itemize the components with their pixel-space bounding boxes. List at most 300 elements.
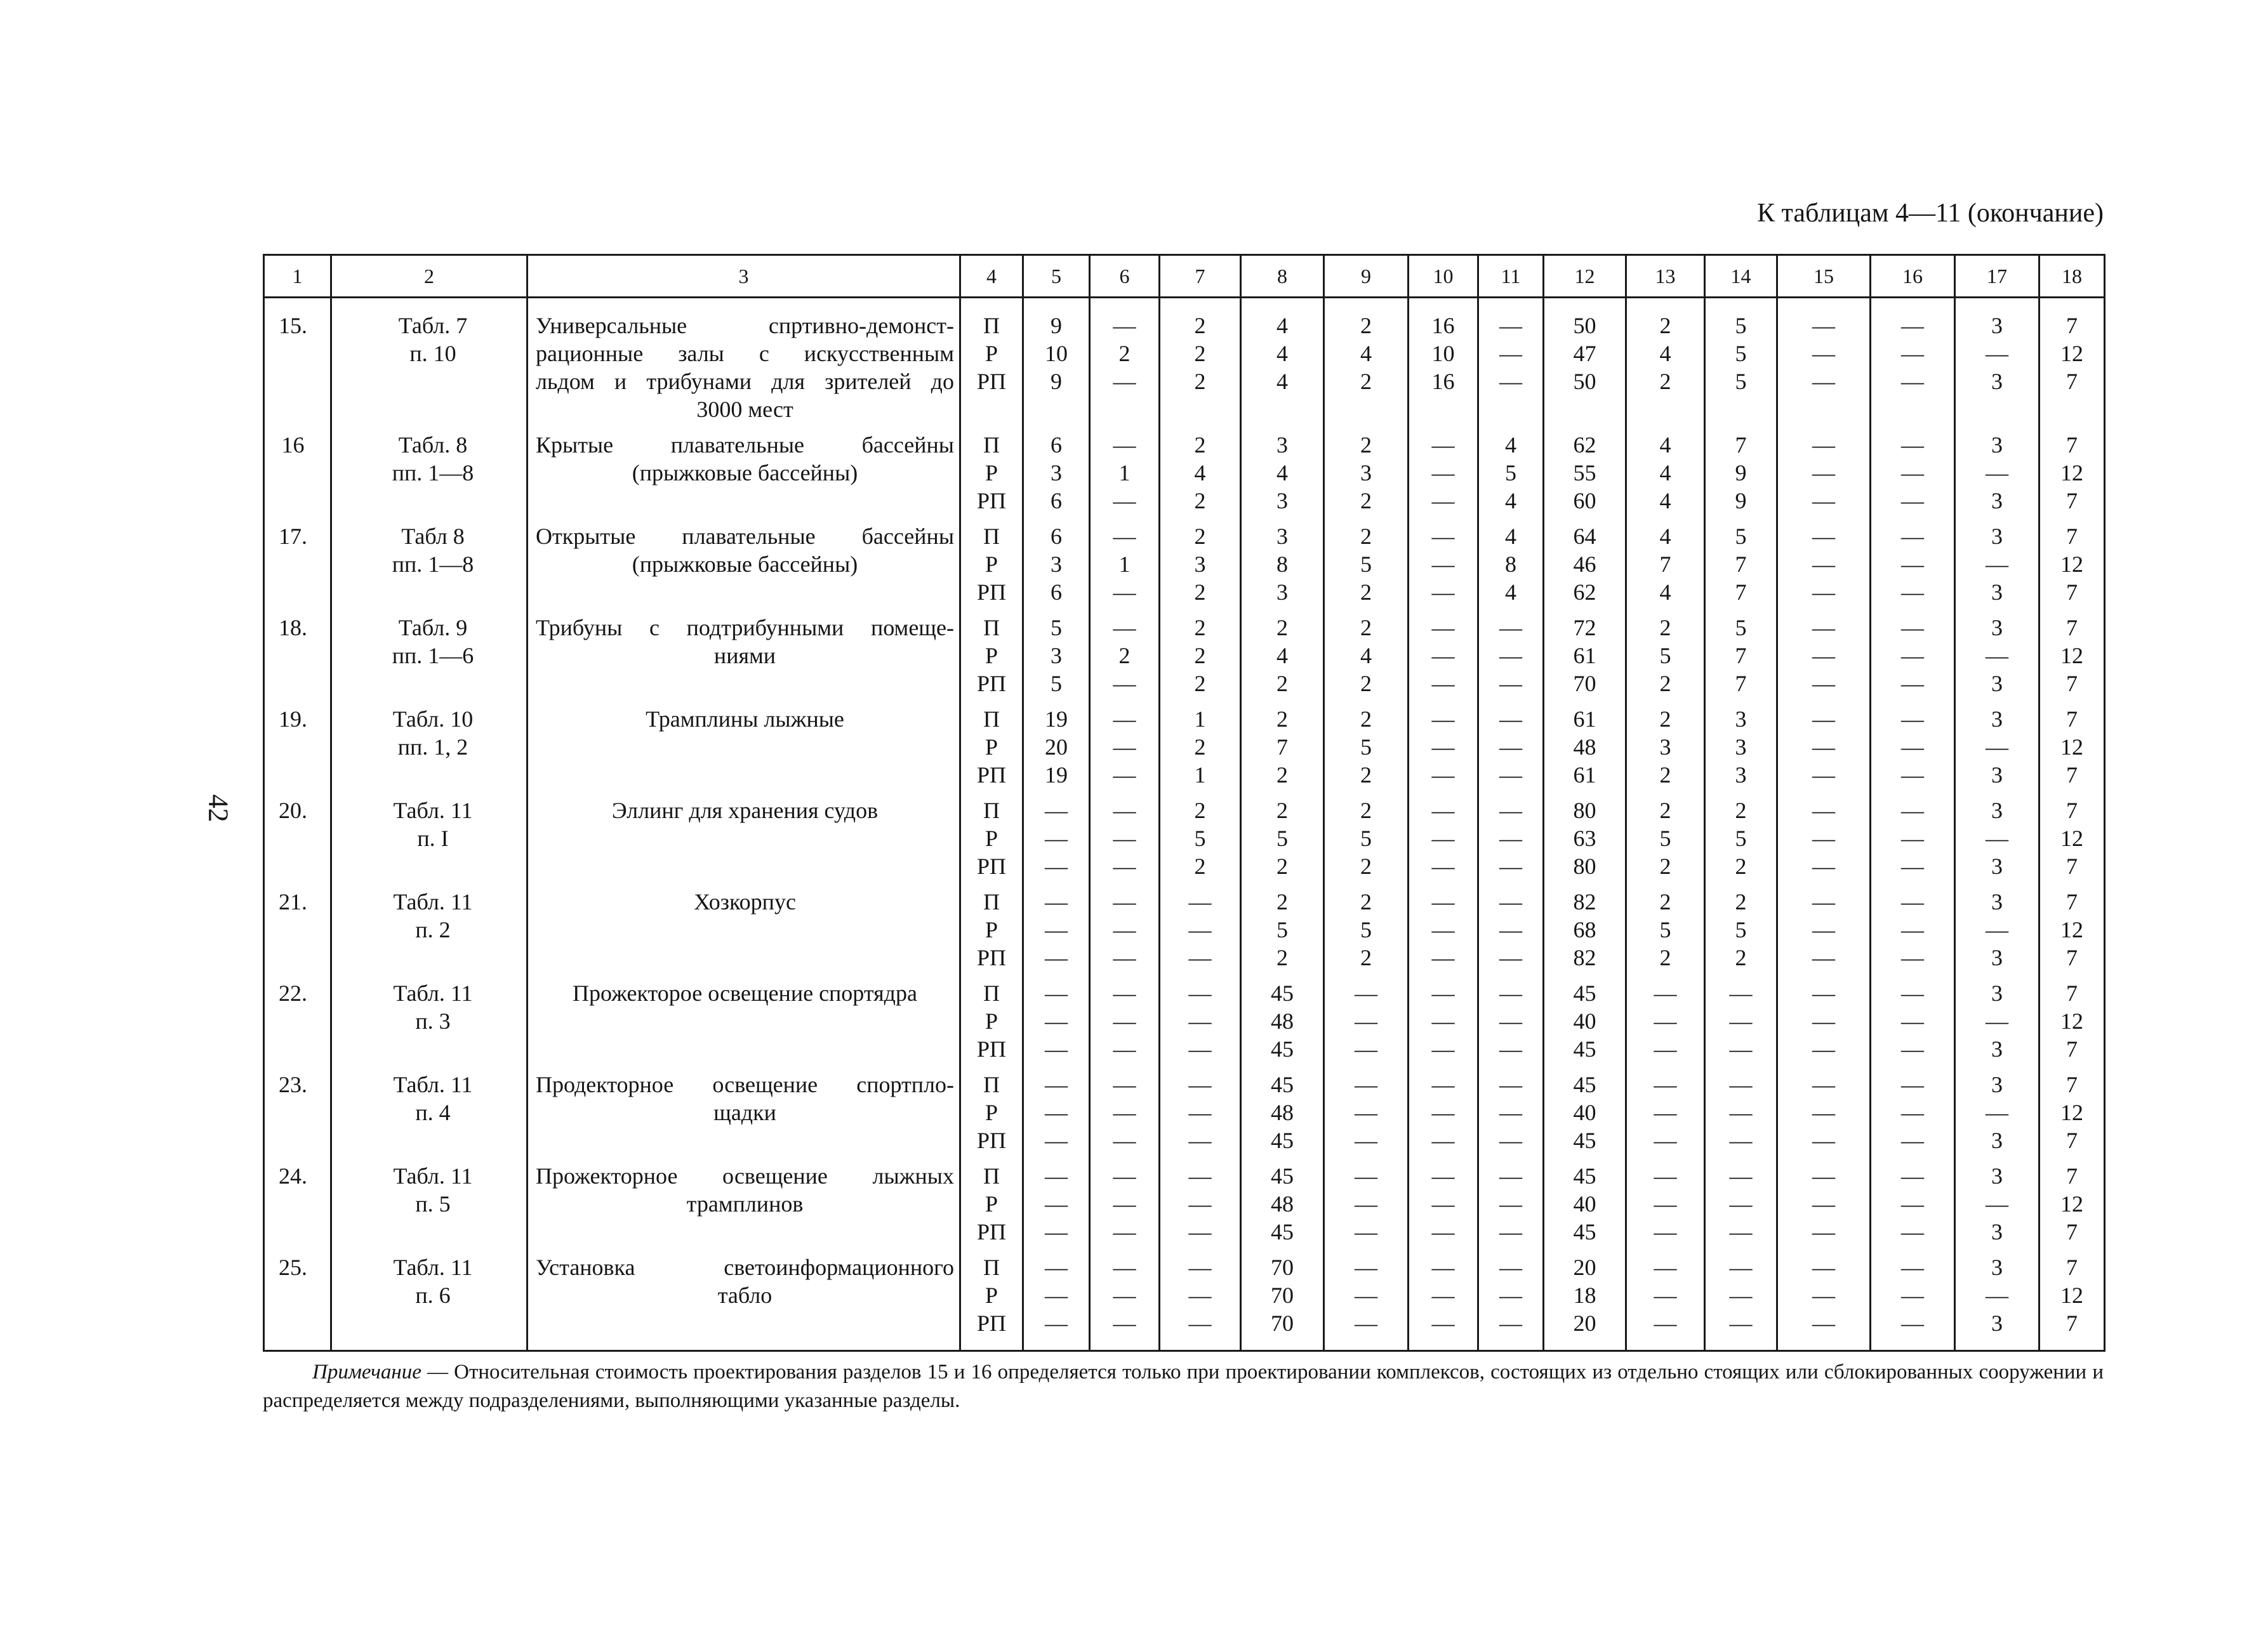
cell-line: — xyxy=(1188,1036,1212,1062)
cell-line: 16 xyxy=(281,432,305,458)
cell-line: 80 xyxy=(1573,798,1596,823)
cell-line: п. 5 xyxy=(415,1191,451,1217)
cell-line: — xyxy=(1113,981,1136,1006)
cell-line: — xyxy=(1812,488,1835,513)
cell-line: 3 xyxy=(1277,524,1288,549)
value-cell xyxy=(1324,1063,1409,1154)
cell-line: 2 xyxy=(1118,341,1131,366)
cell-line: П xyxy=(983,981,1000,1006)
cell-line: — xyxy=(1986,1008,2008,1034)
cell-line: п. 3 xyxy=(415,1008,451,1034)
cell-line: Хозкорпус xyxy=(694,889,796,915)
cell-line: — xyxy=(1188,889,1212,915)
table-row xyxy=(264,697,2105,789)
stage-code xyxy=(960,298,1023,424)
value-cell xyxy=(1544,880,1626,972)
value-cell xyxy=(1478,606,1544,697)
cell-line: 10 xyxy=(1045,341,1068,366)
cell-line: — xyxy=(1901,1255,1924,1280)
value-cell xyxy=(1090,1154,1160,1246)
cell-line: 50 xyxy=(1573,369,1596,394)
cell-line: 2 xyxy=(1659,854,1671,879)
cell-line: 3000 мест xyxy=(696,397,793,422)
cell-line: 7 xyxy=(2066,432,2078,458)
value-cell xyxy=(1409,423,1478,515)
value-cell xyxy=(1409,1154,1478,1246)
cell-line: — xyxy=(1499,1100,1522,1125)
value-cell xyxy=(1324,880,1409,972)
cell-line: 4 xyxy=(1505,488,1516,513)
cell-line: 2 xyxy=(1735,945,1747,970)
cell-line: 45 xyxy=(1573,1036,1596,1062)
cell-line: льдом и трибунами для зрителей до xyxy=(536,369,954,394)
cell-line: — xyxy=(1986,341,2008,366)
cell-line: 5 xyxy=(1360,826,1372,851)
cell-line: — xyxy=(1431,1072,1455,1097)
cell-line: — xyxy=(1901,798,1924,823)
cell-line: — xyxy=(1188,1128,1212,1153)
cell-line: 3 xyxy=(1051,551,1062,577)
cell-line: 2 xyxy=(1194,579,1206,605)
stage-code xyxy=(960,789,1023,880)
cell-line: П xyxy=(983,1255,1000,1280)
cell-line: 2 xyxy=(1360,889,1372,915)
cell-line: 45 xyxy=(1271,1163,1294,1189)
value-cell xyxy=(1955,298,2039,424)
value-cell xyxy=(1090,697,1160,789)
cell-line: 61 xyxy=(1573,706,1596,732)
cell-line: — xyxy=(1901,1100,1924,1125)
cell-line: — xyxy=(1113,615,1136,640)
cell-line: 3 xyxy=(1991,854,2003,879)
cell-line: — xyxy=(1188,917,1212,942)
cell-line: — xyxy=(1499,889,1522,915)
cell-line: — xyxy=(1812,1072,1835,1097)
cell-line: — xyxy=(1355,1128,1377,1153)
cell-line: Р xyxy=(985,1283,998,1308)
cell-line: — xyxy=(1499,981,1522,1006)
cell-line: 5 xyxy=(1360,734,1372,760)
cell-line: 45 xyxy=(1573,1072,1596,1097)
cell-line: — xyxy=(1729,1283,1753,1308)
table-reference xyxy=(331,1246,527,1351)
cell-line: — xyxy=(1812,313,1835,338)
value-cell xyxy=(1160,1154,1241,1246)
cell-line: п. 4 xyxy=(415,1100,451,1125)
cell-line: — xyxy=(1499,671,1522,696)
cell-line: 7 xyxy=(1735,579,1747,605)
row-number xyxy=(264,423,331,515)
cell-line: 7 xyxy=(2066,524,2078,549)
value-cell xyxy=(1705,1063,1777,1154)
cell-line: — xyxy=(1812,945,1835,970)
value-cell xyxy=(1705,606,1777,697)
value-cell xyxy=(1626,880,1705,972)
header-cell: 8 xyxy=(1241,255,1324,298)
value-cell xyxy=(1409,789,1478,880)
cell-line: — xyxy=(1812,1255,1835,1280)
row-number xyxy=(264,789,331,880)
cell-line: 4 xyxy=(1505,432,1516,458)
cell-line: 82 xyxy=(1573,945,1596,970)
table-row xyxy=(264,880,2105,972)
cell-line: 5 xyxy=(1735,369,1747,394)
value-cell xyxy=(2039,423,2105,515)
cell-line: 2 xyxy=(1194,615,1206,640)
cell-line: — xyxy=(1901,889,1924,915)
cell-line: 48 xyxy=(1271,1100,1294,1125)
value-cell xyxy=(1777,515,1871,606)
cell-line: 3 xyxy=(1735,734,1747,760)
value-cell xyxy=(1090,298,1160,424)
cell-line: — xyxy=(1654,1311,1677,1336)
cell-line: 2 xyxy=(1194,671,1206,696)
object-description xyxy=(527,606,960,697)
value-cell xyxy=(1160,880,1241,972)
cell-line: — xyxy=(1499,1163,1522,1189)
cell-line: — xyxy=(1499,734,1522,760)
cell-line: 7 xyxy=(2066,671,2078,696)
cell-line: 7 xyxy=(2066,369,2078,394)
cell-line: 3 xyxy=(1991,981,2003,1006)
table-reference xyxy=(331,697,527,789)
cell-line: 2 xyxy=(1360,615,1372,640)
cell-line: 2 xyxy=(1659,889,1671,915)
cell-line: 16 xyxy=(1431,369,1455,394)
table-body xyxy=(264,298,2105,1351)
cell-line: РП xyxy=(976,579,1007,605)
cell-line: Р xyxy=(985,643,998,668)
value-cell xyxy=(1871,423,1955,515)
cell-line: — xyxy=(1113,889,1136,915)
cell-line: 5 xyxy=(1051,671,1062,696)
cell-line: пп. 1, 2 xyxy=(397,734,468,760)
cell-line: — xyxy=(1729,1311,1753,1336)
cell-line: п. 2 xyxy=(415,917,451,942)
cell-line: Табл. 9 xyxy=(398,615,468,640)
cell-line: (прыжковые бассейны) xyxy=(632,460,858,485)
cell-line: 2 xyxy=(1659,762,1671,788)
value-cell xyxy=(1160,423,1241,515)
cell-line: 4 xyxy=(1360,341,1372,366)
cell-line: — xyxy=(1431,460,1455,485)
header-cell: 1 xyxy=(264,255,331,298)
value-cell xyxy=(1705,423,1777,515)
cell-line: — xyxy=(1431,798,1455,823)
cell-line: — xyxy=(1812,917,1835,942)
cell-line: 1 xyxy=(1118,551,1131,577)
row-number xyxy=(264,515,331,606)
cell-line: 7 xyxy=(2066,945,2078,970)
cell-line: 7 xyxy=(1735,551,1747,577)
cell-line: П xyxy=(983,798,1000,823)
cell-line: Прожекторное освещение лыжных xyxy=(536,1163,954,1189)
cell-line: — xyxy=(1113,1163,1136,1189)
cell-line: пп. 1—8 xyxy=(392,551,474,577)
value-cell xyxy=(2039,789,2105,880)
cell-line: — xyxy=(1355,1255,1377,1280)
cost-table xyxy=(263,254,2106,1352)
cell-line: Крытые плавательные бассейны xyxy=(536,432,954,458)
header-cell: 4 xyxy=(960,255,1023,298)
cell-line: п. 10 xyxy=(409,341,456,366)
cell-line: 45 xyxy=(1271,1219,1294,1245)
cell-line: 3 xyxy=(1991,1219,2003,1245)
cell-line: — xyxy=(1045,945,1068,970)
value-cell xyxy=(1241,1063,1324,1154)
value-cell xyxy=(1160,1246,1241,1351)
value-cell xyxy=(1871,606,1955,697)
cell-line: — xyxy=(1499,1008,1522,1034)
value-cell xyxy=(1478,880,1544,972)
value-cell xyxy=(1871,1063,1955,1154)
cell-line: — xyxy=(1113,1219,1136,1245)
cell-line: — xyxy=(1188,1163,1212,1189)
cell-line: — xyxy=(1901,460,1924,485)
cell-line: — xyxy=(1355,1311,1377,1336)
cell-line: — xyxy=(1901,1219,1924,1245)
cell-line: РП xyxy=(976,369,1007,394)
cell-line: — xyxy=(1045,1191,1068,1217)
cell-line: — xyxy=(1431,734,1455,760)
value-cell xyxy=(1090,880,1160,972)
cell-line: — xyxy=(1901,615,1924,640)
cell-line: П xyxy=(983,1163,1000,1189)
cell-line: 5 xyxy=(1194,826,1206,851)
value-cell xyxy=(1955,1063,2039,1154)
value-cell xyxy=(1160,1063,1241,1154)
cell-line: — xyxy=(1045,854,1068,879)
value-cell xyxy=(1871,697,1955,789)
cell-line: — xyxy=(1729,1219,1753,1245)
cell-line: — xyxy=(1654,1191,1677,1217)
cell-line: — xyxy=(1901,854,1924,879)
cell-line: 3 xyxy=(1991,524,2003,549)
cell-line: Табл. 11 xyxy=(393,798,473,823)
cell-line: 7 xyxy=(2066,1036,2078,1062)
cell-line: 20 xyxy=(1045,734,1068,760)
cell-line: — xyxy=(1986,734,2008,760)
cell-line: — xyxy=(1113,1036,1136,1062)
value-cell xyxy=(1777,1154,1871,1246)
cell-line: 2 xyxy=(1735,854,1747,879)
cell-line: 45 xyxy=(1271,981,1294,1006)
value-cell xyxy=(1626,697,1705,789)
cell-line: — xyxy=(1812,615,1835,640)
cell-line: 2 xyxy=(1277,889,1288,915)
cell-line: — xyxy=(1729,1163,1753,1189)
cell-line: 3 xyxy=(1991,762,2003,788)
cell-line: 18. xyxy=(279,615,307,640)
cell-line: 3 xyxy=(1991,1072,2003,1097)
header-cell: 12 xyxy=(1544,255,1626,298)
value-cell xyxy=(1955,606,2039,697)
cell-line: 70 xyxy=(1271,1283,1294,1308)
cell-line: 7 xyxy=(2066,706,2078,732)
cell-line: Табл 8 xyxy=(401,524,465,549)
cell-line: — xyxy=(1045,1100,1068,1125)
cell-line: — xyxy=(1499,945,1522,970)
cell-line: 7 xyxy=(1735,671,1747,696)
cell-line: — xyxy=(1045,1163,1068,1189)
cell-line: 2 xyxy=(1659,313,1671,338)
cell-line: — xyxy=(1045,1219,1068,1245)
cell-line: 62 xyxy=(1573,432,1596,458)
cell-line: 2 xyxy=(1194,798,1206,823)
cell-line: — xyxy=(1113,369,1136,394)
cell-line: РП xyxy=(976,945,1007,970)
cell-line: — xyxy=(1113,1311,1136,1336)
cell-line: 2 xyxy=(1194,488,1206,513)
cell-line: — xyxy=(1986,1100,2008,1125)
cell-line: 3 xyxy=(1991,432,2003,458)
cell-line: — xyxy=(1812,1219,1835,1245)
cell-line: — xyxy=(1729,1255,1753,1280)
cell-line: 12 xyxy=(2060,826,2083,851)
cell-line: — xyxy=(1986,643,2008,668)
cell-line: — xyxy=(1113,1072,1136,1097)
cell-line: 82 xyxy=(1573,889,1596,915)
cell-line: 7 xyxy=(2066,889,2078,915)
cell-line: — xyxy=(1431,671,1455,696)
cell-line: 21. xyxy=(279,889,307,915)
cell-line: — xyxy=(1355,1072,1377,1097)
object-description xyxy=(527,972,960,1063)
cell-line: — xyxy=(1188,981,1212,1006)
cell-line: 46 xyxy=(1573,551,1596,577)
cell-line: 12 xyxy=(2060,734,2083,760)
cell-line: 5 xyxy=(1360,917,1372,942)
value-cell xyxy=(1871,1246,1955,1351)
value-cell xyxy=(2039,1246,2105,1351)
cell-line: 5 xyxy=(1735,524,1747,549)
cell-line: 9 xyxy=(1735,460,1747,485)
cell-line: Табл. 10 xyxy=(392,706,474,732)
cell-line: — xyxy=(1812,551,1835,577)
cell-line: — xyxy=(1812,524,1835,549)
cell-line: 2 xyxy=(1659,945,1671,970)
cell-line: — xyxy=(1901,671,1924,696)
cell-line: — xyxy=(1812,1036,1835,1062)
cell-line: — xyxy=(1729,981,1753,1006)
value-cell xyxy=(1777,298,1871,424)
note-text: — Относительная стоимость проектирования разделов 15 и 16 определяется только при проектировании комплексов, состоящих из отдельно стоящих или сблокированных сооружении и распределяется между подразделениями, выполняющими указанные разделы. xyxy=(263,1361,2104,1412)
value-cell xyxy=(1626,1154,1705,1246)
value-cell xyxy=(1478,972,1544,1063)
cell-line: — xyxy=(1812,671,1835,696)
cell-line: 4 xyxy=(1360,643,1372,668)
object-description xyxy=(527,298,960,424)
cell-line: — xyxy=(1355,1191,1377,1217)
cell-line: 12 xyxy=(2060,1191,2083,1217)
cell-line: — xyxy=(1431,1100,1455,1125)
cell-line: — xyxy=(1901,1008,1924,1034)
cell-line: — xyxy=(1431,889,1455,915)
cell-line: 4 xyxy=(1659,432,1671,458)
cell-line: 3 xyxy=(1659,734,1671,760)
cell-line: — xyxy=(1355,1283,1377,1308)
cell-line: 12 xyxy=(2060,341,2083,366)
cell-line: 48 xyxy=(1271,1191,1294,1217)
cell-line: — xyxy=(1499,1311,1522,1336)
value-cell xyxy=(1023,789,1090,880)
cell-line: 61 xyxy=(1573,643,1596,668)
cell-line: — xyxy=(1045,826,1068,851)
cell-line: 6 xyxy=(1051,524,1062,549)
cell-line: 7 xyxy=(2066,981,2078,1006)
cell-line: — xyxy=(1901,762,1924,788)
header-cell: 11 xyxy=(1478,255,1544,298)
cell-line: 23. xyxy=(279,1072,307,1097)
cell-line: — xyxy=(1499,643,1522,668)
cell-line: — xyxy=(1431,706,1455,732)
stage-code xyxy=(960,972,1023,1063)
cell-line: П xyxy=(983,615,1000,640)
cell-line: 7 xyxy=(1659,551,1671,577)
value-cell xyxy=(1871,789,1955,880)
cell-line: П xyxy=(983,706,1000,732)
cell-line: 12 xyxy=(2060,1008,2083,1034)
cell-line: П xyxy=(983,1072,1000,1097)
cell-line: 48 xyxy=(1271,1008,1294,1034)
cell-line: 5 xyxy=(1735,313,1747,338)
value-cell xyxy=(1160,298,1241,424)
cell-line: 7 xyxy=(2066,1072,2078,1097)
cell-line: — xyxy=(1045,1072,1068,1097)
cell-line: — xyxy=(1499,1255,1522,1280)
cell-line: 7 xyxy=(1735,643,1747,668)
cell-line: 5 xyxy=(1735,917,1747,942)
cell-line: 2 xyxy=(1118,643,1131,668)
cell-line: 2 xyxy=(1194,313,1206,338)
cell-line: — xyxy=(1654,981,1677,1006)
cell-line: — xyxy=(1188,1072,1212,1097)
table-row xyxy=(264,606,2105,697)
cell-line: — xyxy=(1431,551,1455,577)
value-cell xyxy=(1324,1246,1409,1351)
row-number xyxy=(264,972,331,1063)
cell-line: Р xyxy=(985,1008,998,1034)
cell-line: 12 xyxy=(2060,551,2083,577)
cell-line: 2 xyxy=(1277,706,1288,732)
cell-line: 1 xyxy=(1194,706,1206,732)
cell-line: — xyxy=(1113,706,1136,732)
cell-line: 5 xyxy=(1277,917,1288,942)
cell-line: 19 xyxy=(1045,762,1068,788)
cell-line: 19 xyxy=(1045,706,1068,732)
value-cell xyxy=(1544,515,1626,606)
cell-line: 2 xyxy=(1360,854,1372,879)
cell-line: 2 xyxy=(1360,671,1372,696)
cell-line: РП xyxy=(976,1219,1007,1245)
cell-line: 22. xyxy=(279,981,307,1006)
value-cell xyxy=(1324,972,1409,1063)
value-cell xyxy=(1241,298,1324,424)
cell-line: 2 xyxy=(1735,798,1747,823)
cell-line: 80 xyxy=(1573,854,1596,879)
cell-line: 9 xyxy=(1051,313,1062,338)
cell-line: 7 xyxy=(2066,762,2078,788)
cell-line: 2 xyxy=(1360,313,1372,338)
cell-line: 2 xyxy=(1277,762,1288,788)
cell-line: 6 xyxy=(1051,432,1062,458)
cell-line: — xyxy=(1431,826,1455,851)
cell-line: Р xyxy=(985,826,998,851)
cell-line: 3 xyxy=(1991,1163,2003,1189)
cell-line: — xyxy=(1654,1008,1677,1034)
header-cell: 14 xyxy=(1705,255,1777,298)
header-cell: 13 xyxy=(1626,255,1705,298)
